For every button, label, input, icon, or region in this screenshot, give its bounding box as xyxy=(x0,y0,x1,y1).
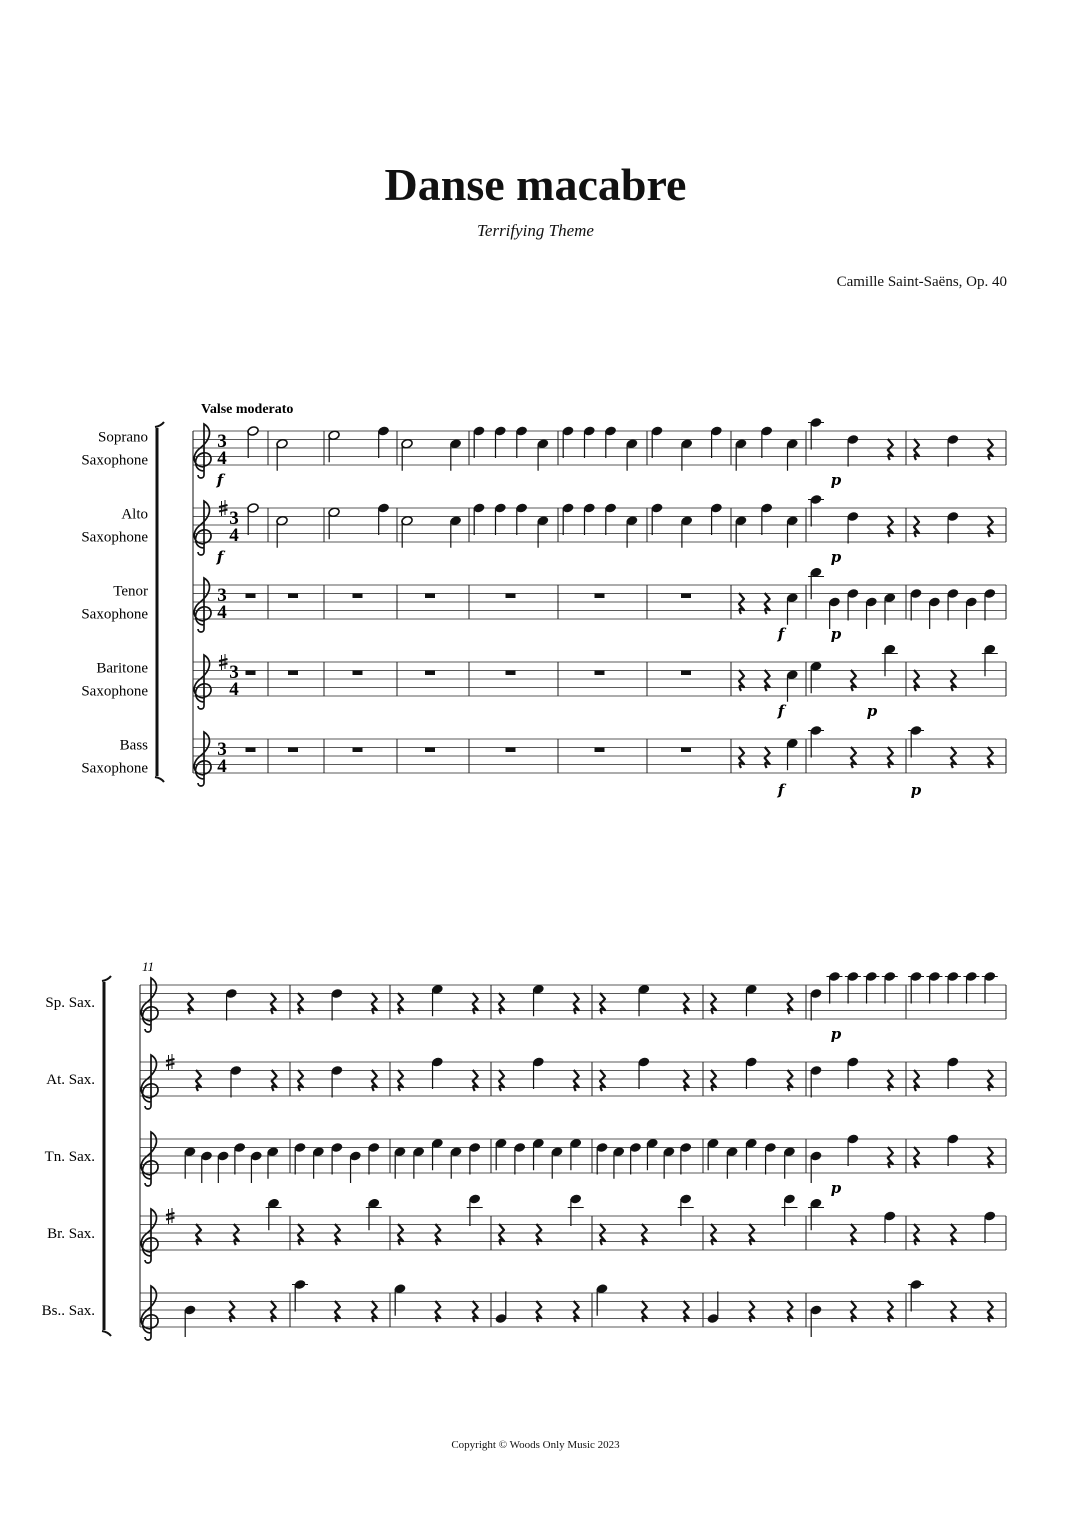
quarter-note xyxy=(532,1057,544,1089)
whole-rest xyxy=(353,594,363,599)
quarter-note xyxy=(947,511,959,543)
whole-rest xyxy=(353,671,363,676)
quarter-note xyxy=(646,1138,658,1170)
quarter-note xyxy=(233,1142,245,1174)
dynamic-marking: p xyxy=(866,702,878,720)
time-signature-numerator: 3 xyxy=(217,585,227,606)
quarter-note xyxy=(449,438,461,470)
sharp-stroke xyxy=(219,505,228,507)
whole-rest xyxy=(246,594,256,599)
quarter-note xyxy=(847,434,859,466)
quarter-note xyxy=(562,426,574,458)
quarter-note xyxy=(726,1146,738,1178)
quarter-note xyxy=(710,426,722,458)
quarter-note xyxy=(562,503,574,535)
quarter-note xyxy=(494,503,506,535)
page-title: Danse macabre xyxy=(384,159,687,210)
quarter-note xyxy=(394,1146,406,1178)
treble-clef xyxy=(141,1286,158,1340)
quarter-note xyxy=(377,426,389,458)
quarter-note xyxy=(947,1057,959,1089)
instrument-label: Bs.. Sax. xyxy=(41,1303,95,1319)
quarter-note xyxy=(663,1146,675,1178)
quarter-note xyxy=(469,1194,481,1226)
sharp-stroke xyxy=(219,659,228,661)
quarter-note xyxy=(638,1057,650,1089)
instrument-label: Sp. Sax. xyxy=(45,995,95,1011)
quarter-note xyxy=(368,1142,380,1174)
bracket-hook-bottom xyxy=(155,777,164,782)
quarter-note xyxy=(810,1198,822,1230)
quarter-note xyxy=(847,1134,859,1166)
quarter-note xyxy=(596,1283,608,1315)
quarter-note xyxy=(473,426,485,458)
sharp-stroke xyxy=(219,664,228,666)
quarter-note xyxy=(312,1146,324,1178)
half-note xyxy=(328,430,340,462)
quarter-note xyxy=(184,1305,196,1337)
quarter-note xyxy=(596,1142,608,1174)
quarter-note xyxy=(947,1134,959,1166)
quarter-note xyxy=(810,988,822,1020)
quarter-note xyxy=(267,1146,279,1178)
quarter-note xyxy=(947,434,959,466)
whole-rest xyxy=(681,748,691,753)
instrument-label: Saxophone xyxy=(81,606,148,623)
whole-rest xyxy=(506,671,516,676)
quarter-note xyxy=(349,1151,361,1183)
treble-clef xyxy=(141,978,158,1032)
tempo-marking: Valse moderato xyxy=(201,402,294,417)
whole-rest xyxy=(288,671,298,676)
quarter-note xyxy=(810,1305,822,1337)
quarter-note xyxy=(681,438,693,470)
whole-rest xyxy=(595,594,605,599)
dynamic-marking: p xyxy=(830,1179,842,1197)
quarter-note xyxy=(494,426,506,458)
quarter-note xyxy=(786,438,798,470)
bracket-hook-top xyxy=(155,422,164,427)
quarter-note xyxy=(629,1142,641,1174)
time-signature-denominator: 4 xyxy=(217,448,227,469)
instrument-label: Saxophone xyxy=(81,529,148,546)
whole-rest xyxy=(681,671,691,676)
quarter-note xyxy=(760,426,772,458)
dynamic-marking: p xyxy=(830,1025,842,1043)
instrument-label: Tn. Sax. xyxy=(44,1149,95,1165)
whole-rest xyxy=(246,671,256,676)
quarter-note xyxy=(570,1194,582,1226)
quarter-note xyxy=(984,1211,996,1243)
half-note xyxy=(401,515,413,547)
quarter-note xyxy=(847,511,859,543)
whole-rest xyxy=(681,594,691,599)
quarter-note xyxy=(847,1057,859,1089)
quarter-note xyxy=(431,1138,443,1170)
quarter-note xyxy=(626,515,638,547)
treble-clef xyxy=(194,732,211,786)
quarter-note xyxy=(707,1138,719,1170)
whole-rest xyxy=(425,748,435,753)
quarter-note xyxy=(786,592,798,624)
whole-rest xyxy=(506,594,516,599)
quarter-note xyxy=(469,1142,481,1174)
quarter-note xyxy=(680,1194,692,1226)
instrument-label: Saxophone xyxy=(81,452,148,469)
time-signature-numerator: 3 xyxy=(229,662,239,683)
quarter-note xyxy=(449,515,461,547)
quarter-note xyxy=(515,426,527,458)
whole-rest xyxy=(595,748,605,753)
treble-clef xyxy=(141,1132,158,1186)
quarter-note xyxy=(626,438,638,470)
sharp-stroke xyxy=(166,1218,175,1220)
quarter-note xyxy=(532,984,544,1016)
time-signature-denominator: 4 xyxy=(217,602,227,623)
quarter-note xyxy=(680,1142,692,1174)
whole-rest xyxy=(288,748,298,753)
quarter-note xyxy=(745,984,757,1016)
whole-rest xyxy=(288,594,298,599)
instrument-label: Bass xyxy=(119,737,148,754)
quarter-note xyxy=(651,503,663,535)
instrument-label: Saxophone xyxy=(81,760,148,777)
quarter-note xyxy=(613,1146,625,1178)
instrument-label: Baritone xyxy=(96,660,148,677)
treble-clef xyxy=(194,501,211,555)
treble-clef xyxy=(194,578,211,632)
whole-rest xyxy=(506,748,516,753)
quarter-note xyxy=(532,1138,544,1170)
quarter-note xyxy=(928,597,940,629)
quarter-note xyxy=(847,588,859,620)
quarter-note xyxy=(764,1142,776,1174)
whole-rest xyxy=(425,594,435,599)
quarter-note xyxy=(604,503,616,535)
quarter-note xyxy=(583,503,595,535)
quarter-note xyxy=(760,503,772,535)
half-note xyxy=(276,515,288,547)
copyright-notice: Copyright © Woods Only Music 2023 xyxy=(451,1439,620,1451)
whole-rest xyxy=(246,748,256,753)
time-signature-denominator: 4 xyxy=(229,679,239,700)
time-signature-numerator: 3 xyxy=(229,508,239,529)
dynamic-marking: p xyxy=(910,781,922,799)
dynamic-marking: f xyxy=(216,548,224,566)
quarter-note xyxy=(551,1146,563,1178)
time-signature-denominator: 4 xyxy=(217,756,227,777)
dynamic-marking: f xyxy=(777,781,785,799)
quarter-note xyxy=(331,1142,343,1174)
sharp-stroke xyxy=(166,1059,175,1061)
quarter-note xyxy=(495,1138,507,1170)
quarter-note xyxy=(331,1065,343,1097)
quarter-note xyxy=(984,588,996,620)
quarter-note xyxy=(583,426,595,458)
quarter-note xyxy=(473,503,485,535)
dynamic-marking: p xyxy=(830,625,842,643)
quarter-note xyxy=(513,1142,525,1174)
quarter-note xyxy=(786,515,798,547)
treble-clef xyxy=(141,1055,158,1109)
quarter-note xyxy=(450,1146,462,1178)
half-note xyxy=(328,507,340,539)
quarter-note xyxy=(984,644,996,676)
quarter-note xyxy=(745,1057,757,1089)
quarter-note xyxy=(651,426,663,458)
quarter-note xyxy=(537,515,549,547)
subtitle: Terrifying Theme xyxy=(477,221,594,240)
instrument-label: Soprano xyxy=(98,429,148,446)
half-note xyxy=(276,438,288,470)
quarter-note xyxy=(745,1138,757,1170)
quarter-note xyxy=(786,669,798,701)
quarter-note xyxy=(638,984,650,1016)
quarter-note xyxy=(604,426,616,458)
quarter-note xyxy=(783,1194,795,1226)
quarter-note xyxy=(884,644,896,676)
quarter-note xyxy=(735,515,747,547)
quarter-note xyxy=(810,1065,822,1097)
quarter-note xyxy=(884,1211,896,1243)
whole-rest xyxy=(595,671,605,676)
whole-rest xyxy=(353,748,363,753)
quarter-note xyxy=(810,567,822,599)
quarter-note xyxy=(735,438,747,470)
quarter-note xyxy=(515,503,527,535)
quarter-note xyxy=(495,1292,507,1324)
composer: Camille Saint-Saëns, Op. 40 xyxy=(836,274,1007,290)
sharp-stroke xyxy=(166,1213,175,1215)
quarter-note xyxy=(412,1146,424,1178)
quarter-note xyxy=(707,1292,719,1324)
quarter-note xyxy=(184,1146,196,1178)
bracket-hook-bottom xyxy=(102,1331,111,1336)
quarter-note xyxy=(947,588,959,620)
quarter-note xyxy=(394,1283,406,1315)
dynamic-marking: f xyxy=(777,625,785,643)
quarter-note xyxy=(200,1151,212,1183)
half-note xyxy=(247,503,259,535)
quarter-note xyxy=(217,1151,229,1183)
quarter-note xyxy=(810,1151,822,1183)
quarter-note xyxy=(250,1151,262,1183)
instrument-label: At. Sax. xyxy=(46,1072,95,1088)
sharp-stroke xyxy=(166,1064,175,1066)
quarter-note xyxy=(431,1057,443,1089)
quarter-note xyxy=(865,597,877,629)
dynamic-marking: p xyxy=(830,471,842,489)
half-note xyxy=(401,438,413,470)
sharp-stroke xyxy=(219,510,228,512)
quarter-note xyxy=(884,592,896,624)
instrument-label: Tenor xyxy=(113,583,148,600)
instrument-label: Br. Sax. xyxy=(47,1226,95,1242)
measure-number: 11 xyxy=(142,959,155,974)
bracket-hook-top xyxy=(102,976,111,981)
treble-clef xyxy=(194,424,211,478)
quarter-note xyxy=(965,597,977,629)
instrument-label: Alto xyxy=(121,506,148,523)
dynamic-marking: p xyxy=(830,548,842,566)
quarter-note xyxy=(431,984,443,1016)
whole-rest xyxy=(425,671,435,676)
quarter-note xyxy=(786,738,798,770)
quarter-note xyxy=(267,1198,279,1230)
quarter-note xyxy=(331,988,343,1020)
quarter-note xyxy=(681,515,693,547)
time-signature-numerator: 3 xyxy=(217,739,227,760)
quarter-note xyxy=(230,1065,242,1097)
instrument-label: Saxophone xyxy=(81,683,148,700)
quarter-note xyxy=(810,661,822,693)
dynamic-marking: f xyxy=(777,702,785,720)
dynamic-marking: f xyxy=(216,471,224,489)
time-signature-denominator: 4 xyxy=(229,525,239,546)
quarter-note xyxy=(225,988,237,1020)
quarter-note xyxy=(368,1198,380,1230)
time-signature-numerator: 3 xyxy=(217,431,227,452)
treble-clef xyxy=(194,655,211,709)
quarter-note xyxy=(710,503,722,535)
quarter-note xyxy=(294,1142,306,1174)
quarter-note xyxy=(537,438,549,470)
quarter-note xyxy=(377,503,389,535)
half-note xyxy=(247,426,259,458)
treble-clef xyxy=(141,1209,158,1263)
quarter-note xyxy=(783,1146,795,1178)
quarter-note xyxy=(570,1138,582,1170)
quarter-note xyxy=(910,588,922,620)
